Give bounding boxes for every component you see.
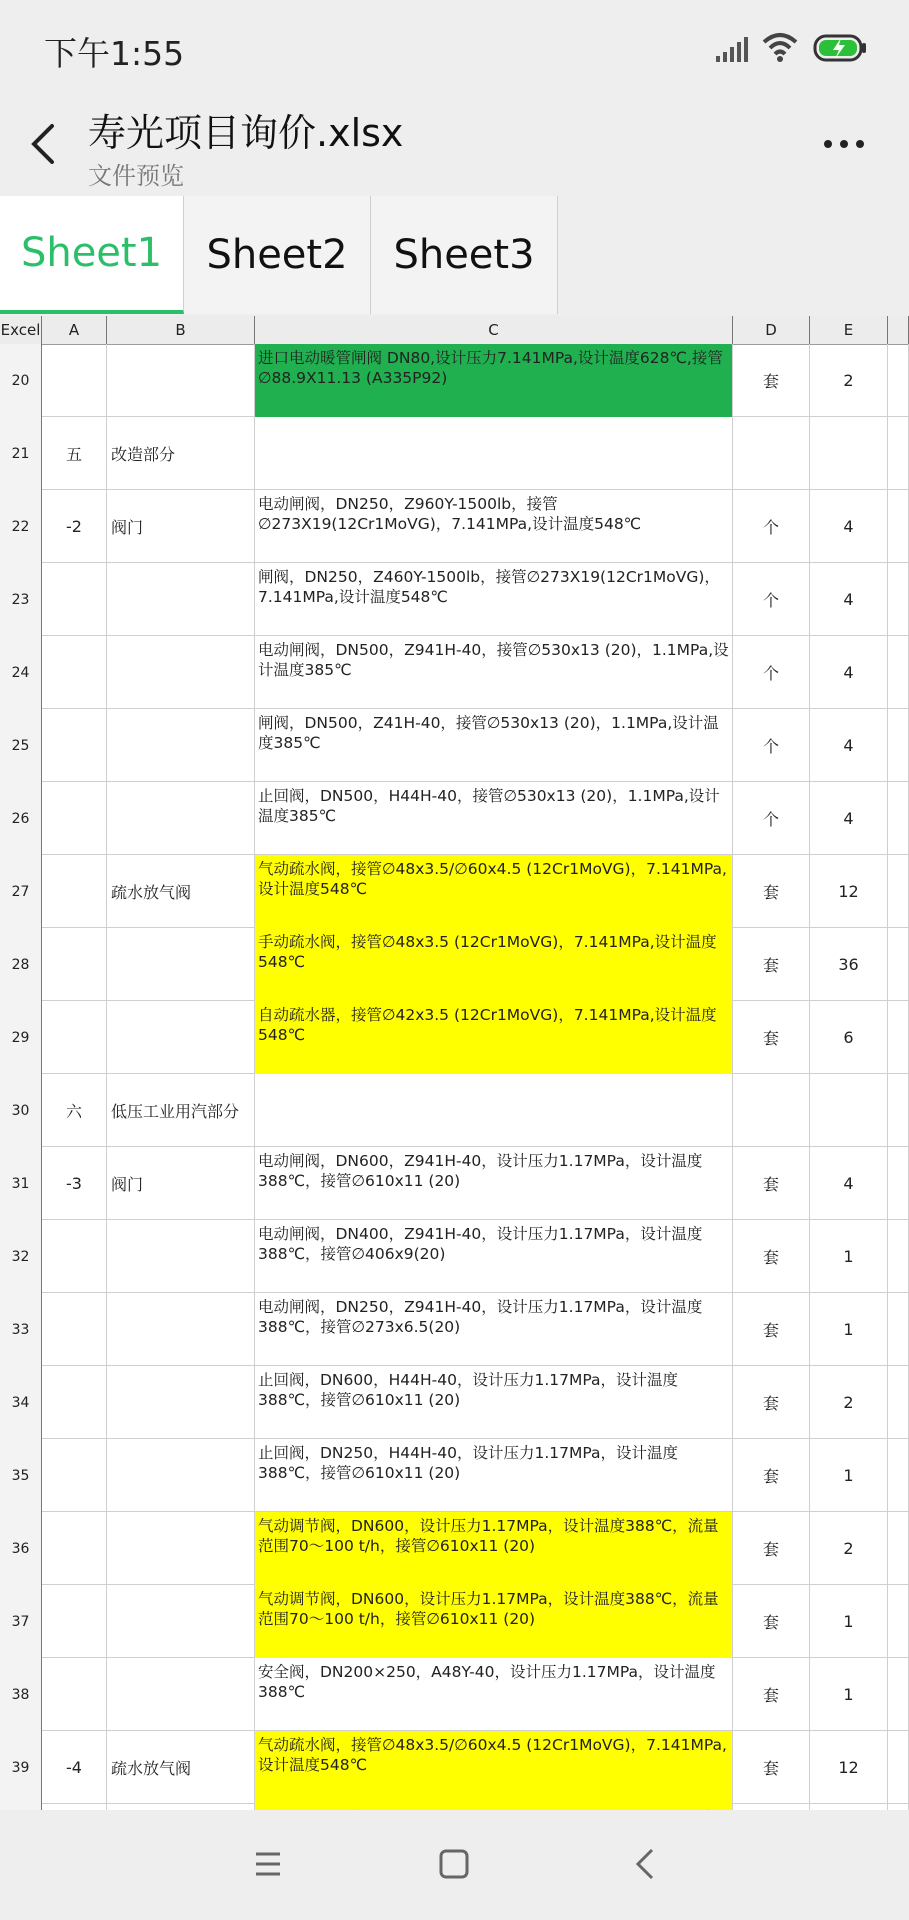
cell-a[interactable] — [42, 855, 107, 928]
table-row — [0, 563, 909, 636]
row-number: 30 — [0, 1074, 42, 1147]
cell-b[interactable] — [107, 1366, 255, 1439]
system-nav-bar — [0, 1810, 909, 1920]
cell-f[interactable] — [888, 417, 909, 490]
cell-b[interactable] — [107, 1439, 255, 1512]
cell-c[interactable]: 闸阀，DN500，Z41H-40，接管∅530x13 (20)，1.1MPa,设计温度385℃ — [255, 709, 733, 782]
table-row — [0, 782, 909, 855]
column-header-corner: Excel — [0, 316, 42, 344]
cell-c[interactable]: 电动闸阀，DN250，Z960Y-1500lb，接管∅273X19(12Cr1MoVG)，7.141MPa,设计温度548℃ — [255, 490, 733, 563]
column-header-a[interactable]: A — [42, 316, 107, 344]
cell-a[interactable] — [42, 1220, 107, 1293]
cell-c[interactable]: 电动闸阀，DN600，Z941H-40，设计压力1.17MPa，设计温度388℃，接管∅610x11 (20) — [255, 1147, 733, 1220]
back-nav-icon[interactable] — [626, 1844, 666, 1884]
cell-b[interactable] — [107, 1220, 255, 1293]
cell-d[interactable]: 套 — [733, 1220, 810, 1293]
cell-c[interactable]: 安全阀，DN200×250，A48Y-40，设计压力1.17MPa，设计温度388℃ — [255, 1658, 733, 1731]
table-row — [0, 490, 909, 563]
cell-a[interactable] — [42, 709, 107, 782]
cell-d[interactable]: 套 — [733, 928, 810, 1001]
cell-e[interactable]: 6 — [810, 1001, 888, 1074]
battery-charging-icon — [813, 32, 869, 64]
row-number: 39 — [0, 1731, 42, 1804]
cell-f[interactable] — [888, 1147, 909, 1220]
cell-c[interactable]: 电动闸阀，DN500，Z941H-40，接管∅530x13 (20)，1.1MPa,设计温度385℃ — [255, 636, 733, 709]
cell-f[interactable] — [888, 490, 909, 563]
table-row — [0, 1366, 909, 1439]
cell-b[interactable]: 疏水放气阀 — [107, 855, 255, 928]
cell-c[interactable]: 气动疏水阀，接管∅48x3.5/∅60x4.5 (12Cr1MoVG)，7.141MPa,设计温度548℃ — [255, 1731, 733, 1804]
cell-c[interactable]: 手动疏水阀，接管∅48x3.5 (12Cr1MoVG)，7.141MPa,设计温度548℃ — [255, 928, 733, 1001]
cell-b[interactable]: 阀门 — [107, 1147, 255, 1220]
cell-e[interactable]: 2 — [810, 1366, 888, 1439]
cell-d[interactable]: 套 — [733, 1731, 810, 1804]
cell-a[interactable]: 六 — [42, 1074, 107, 1147]
row-number: 21 — [0, 417, 42, 490]
cell-a[interactable] — [42, 344, 107, 417]
row-number: 37 — [0, 1585, 42, 1658]
cell-b[interactable]: 改造部分 — [107, 417, 255, 490]
cell-c[interactable] — [255, 1074, 733, 1147]
cell-e[interactable]: 12 — [810, 855, 888, 928]
cell-e[interactable]: 12 — [810, 1731, 888, 1804]
cell-a[interactable] — [42, 1658, 107, 1731]
wifi-icon — [760, 30, 800, 64]
table-row — [0, 855, 909, 928]
table-row — [0, 1585, 909, 1658]
cell-b[interactable] — [107, 1293, 255, 1366]
tab-sheet2[interactable]: Sheet2 — [184, 196, 371, 314]
row-number: 24 — [0, 636, 42, 709]
row-number: 23 — [0, 563, 42, 636]
cell-b[interactable] — [107, 1001, 255, 1074]
sheet-tabs — [0, 196, 909, 316]
table-row — [0, 1001, 909, 1074]
row-number: 20 — [0, 344, 42, 417]
cell-a[interactable] — [42, 1293, 107, 1366]
cell-d[interactable]: 套 — [733, 1658, 810, 1731]
cell-d[interactable]: 套 — [733, 1366, 810, 1439]
row-number: 33 — [0, 1293, 42, 1366]
table-row — [0, 709, 909, 782]
row-number: 35 — [0, 1439, 42, 1512]
cell-a[interactable] — [42, 563, 107, 636]
column-header-c[interactable]: C — [255, 316, 733, 344]
file-title: 寿光项目询价.xlsx — [88, 111, 404, 155]
cell-a[interactable] — [42, 1366, 107, 1439]
table-row — [0, 1512, 909, 1585]
cell-c[interactable]: 气动疏水阀，接管∅48x3.5/∅60x4.5 (12Cr1MoVG)，7.141MPa,设计温度548℃ — [255, 855, 733, 928]
status-bar — [0, 0, 909, 100]
cell-e[interactable]: 4 — [810, 782, 888, 855]
cell-a[interactable]: -2 — [42, 490, 107, 563]
cell-d[interactable]: 套 — [733, 1293, 810, 1366]
cell-b[interactable] — [107, 1658, 255, 1731]
more-options-icon[interactable] — [820, 134, 868, 154]
cell-f[interactable] — [888, 344, 909, 417]
status-time: 下午1:55 — [44, 34, 185, 73]
cell-e[interactable]: 2 — [810, 1512, 888, 1585]
cell-f[interactable] — [888, 1220, 909, 1293]
cell-e[interactable]: 1 — [810, 1658, 888, 1731]
cell-e[interactable] — [810, 417, 888, 490]
cell-e[interactable]: 1 — [810, 1585, 888, 1658]
cell-c[interactable]: 电动闸阀，DN250，Z941H-40，设计压力1.17MPa，设计温度388℃，接管∅273x6.5(20) — [255, 1293, 733, 1366]
row-number: 34 — [0, 1366, 42, 1439]
cell-a[interactable] — [42, 928, 107, 1001]
row-number: 32 — [0, 1220, 42, 1293]
cell-f[interactable] — [888, 709, 909, 782]
table-row — [0, 1439, 909, 1512]
cell-f[interactable] — [888, 1366, 909, 1439]
tab-sheet3[interactable]: Sheet3 — [371, 196, 558, 314]
signal-icon — [714, 34, 754, 64]
row-number: 25 — [0, 709, 42, 782]
table-row — [0, 1074, 909, 1147]
row-number: 38 — [0, 1658, 42, 1731]
column-header-b[interactable]: B — [107, 316, 255, 344]
cell-a[interactable] — [42, 1001, 107, 1074]
cell-a[interactable] — [42, 1585, 107, 1658]
cell-e[interactable]: 1 — [810, 1439, 888, 1512]
menu-icon[interactable] — [248, 1844, 288, 1884]
row-number: 36 — [0, 1512, 42, 1585]
cell-f[interactable] — [888, 1074, 909, 1147]
table-row — [0, 417, 909, 490]
cell-e[interactable]: 36 — [810, 928, 888, 1001]
cell-f[interactable] — [888, 782, 909, 855]
cell-f[interactable] — [888, 928, 909, 1001]
cell-f[interactable] — [888, 1293, 909, 1366]
cell-a[interactable] — [42, 636, 107, 709]
cell-b[interactable]: 疏水放气阀 — [107, 1731, 255, 1804]
cell-f[interactable] — [888, 1585, 909, 1658]
cell-f[interactable] — [888, 1439, 909, 1512]
cell-a[interactable] — [42, 1512, 107, 1585]
cell-d[interactable]: 套 — [733, 344, 810, 417]
row-number: 28 — [0, 928, 42, 1001]
table-row — [0, 1658, 909, 1731]
tab-sheet1[interactable]: Sheet1 — [0, 196, 184, 314]
cell-c[interactable] — [255, 417, 733, 490]
table-row — [0, 1731, 909, 1804]
back-arrow-icon[interactable] — [24, 120, 64, 168]
cell-b[interactable] — [107, 344, 255, 417]
cell-c[interactable]: 止回阀，DN500，H44H-40，接管∅530x13 (20)，1.1MPa,设计温度385℃ — [255, 782, 733, 855]
row-number: 29 — [0, 1001, 42, 1074]
cell-c[interactable]: 止回阀，DN250，H44H-40，设计压力1.17MPa，设计温度388℃，接管∅610x11 (20) — [255, 1439, 733, 1512]
cell-f[interactable] — [888, 1512, 909, 1585]
row-number: 26 — [0, 782, 42, 855]
table-row — [0, 928, 909, 1001]
home-square-icon[interactable] — [434, 1844, 474, 1884]
cell-d[interactable]: 个 — [733, 709, 810, 782]
cell-b[interactable] — [107, 563, 255, 636]
cell-c[interactable]: 气动调节阀，DN600，设计压力1.17MPa，设计温度388℃，流量范围70～100 t/h，接管∅610x11 (20) — [255, 1585, 733, 1658]
cell-e[interactable] — [810, 1074, 888, 1147]
cell-b[interactable]: 低压工业用汽部分 — [107, 1074, 255, 1147]
cell-a[interactable] — [42, 1439, 107, 1512]
cell-b[interactable] — [107, 928, 255, 1001]
cell-e[interactable]: 4 — [810, 490, 888, 563]
cell-c[interactable]: 自动疏水器，接管∅42x3.5 (12Cr1MoVG)，7.141MPa,设计温度548℃ — [255, 1001, 733, 1074]
cell-d[interactable] — [733, 1074, 810, 1147]
cell-c[interactable]: 气动调节阀，DN600，设计压力1.17MPa，设计温度388℃，流量范围70～100 t/h，接管∅610x11 (20) — [255, 1512, 733, 1585]
cell-b[interactable] — [107, 1585, 255, 1658]
cell-a[interactable]: 五 — [42, 417, 107, 490]
cell-f[interactable] — [888, 1658, 909, 1731]
cell-c[interactable]: 进口电动暖管闸阀 DN80,设计压力7.141MPa,设计温度628℃,接管∅88.9X11.13 (A335P92) — [255, 344, 733, 417]
cell-e[interactable]: 1 — [810, 1293, 888, 1366]
cell-f[interactable] — [888, 855, 909, 928]
cell-d[interactable]: 个 — [733, 490, 810, 563]
cell-a[interactable]: -3 — [42, 1147, 107, 1220]
cell-e[interactable]: 1 — [810, 1220, 888, 1293]
cell-c[interactable]: 止回阀，DN600，H44H-40，设计压力1.17MPa，设计温度388℃，接管∅610x11 (20) — [255, 1366, 733, 1439]
cell-b[interactable]: 阀门 — [107, 490, 255, 563]
cell-d[interactable]: 套 — [733, 1439, 810, 1512]
file-subtitle: 文件预览 — [88, 162, 184, 190]
cell-f[interactable] — [888, 1731, 909, 1804]
cell-d[interactable]: 个 — [733, 636, 810, 709]
column-header-row — [0, 316, 909, 345]
cell-e[interactable]: 2 — [810, 344, 888, 417]
column-header-f[interactable] — [888, 316, 909, 344]
cell-e[interactable]: 4 — [810, 1147, 888, 1220]
cell-c[interactable]: 电动闸阀，DN400，Z941H-40，设计压力1.17MPa，设计温度388℃，接管∅406x9(20) — [255, 1220, 733, 1293]
cell-d[interactable] — [733, 417, 810, 490]
cell-f[interactable] — [888, 636, 909, 709]
cell-d[interactable]: 套 — [733, 855, 810, 928]
cell-d[interactable]: 套 — [733, 1147, 810, 1220]
column-header-e[interactable]: E — [810, 316, 888, 344]
cell-e[interactable]: 4 — [810, 563, 888, 636]
table-row — [0, 636, 909, 709]
column-header-d[interactable]: D — [733, 316, 810, 344]
cell-a[interactable]: -4 — [42, 1731, 107, 1804]
row-number: 31 — [0, 1147, 42, 1220]
cell-b[interactable] — [107, 709, 255, 782]
table-row — [0, 344, 909, 417]
cell-b[interactable] — [107, 636, 255, 709]
cell-b[interactable] — [107, 1512, 255, 1585]
cell-d[interactable]: 套 — [733, 1512, 810, 1585]
cell-d[interactable]: 个 — [733, 782, 810, 855]
cell-d[interactable]: 套 — [733, 1001, 810, 1074]
row-number: 27 — [0, 855, 42, 928]
cell-f[interactable] — [888, 563, 909, 636]
table-row — [0, 1293, 909, 1366]
cell-b[interactable] — [107, 782, 255, 855]
cell-e[interactable]: 4 — [810, 709, 888, 782]
cell-d[interactable]: 套 — [733, 1585, 810, 1658]
table-row — [0, 1220, 909, 1293]
spreadsheet-grid[interactable] — [0, 316, 909, 1810]
row-number: 22 — [0, 490, 42, 563]
app-header — [0, 100, 909, 196]
cell-e[interactable]: 4 — [810, 636, 888, 709]
cell-a[interactable] — [42, 782, 107, 855]
table-row — [0, 1147, 909, 1220]
cell-f[interactable] — [888, 1001, 909, 1074]
cell-d[interactable]: 个 — [733, 563, 810, 636]
cell-c[interactable]: 闸阀，DN250，Z460Y-1500lb，接管∅273X19(12Cr1MoVG)，7.141MPa,设计温度548℃ — [255, 563, 733, 636]
